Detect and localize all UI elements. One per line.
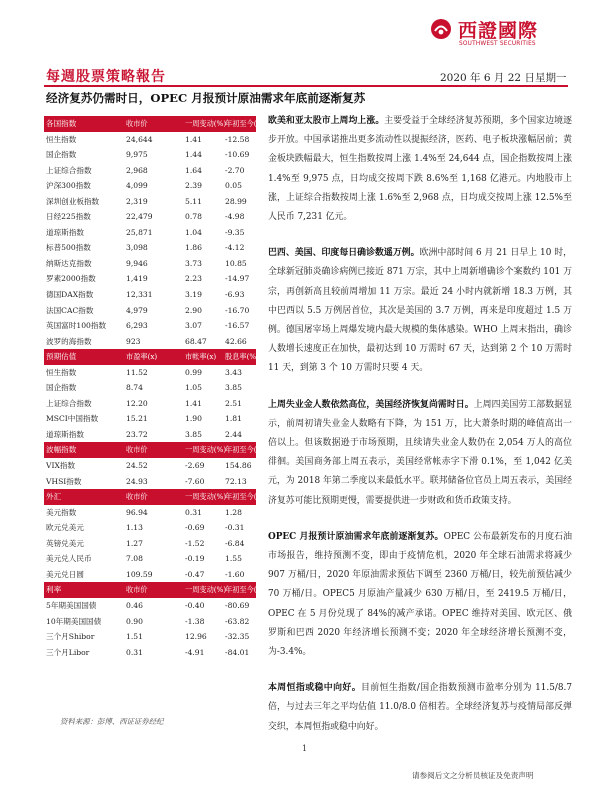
cell-value: 15.21 <box>126 414 148 424</box>
commentary-paragraph <box>268 528 572 662</box>
cell-value: 年初至今(%) <box>225 445 267 455</box>
table-row <box>44 458 256 474</box>
cell-value: -10.69 <box>225 150 250 160</box>
cell-value: 5.11 <box>185 196 202 206</box>
cell-value: 4,099 <box>126 181 148 191</box>
commentary-paragraph <box>268 112 572 227</box>
paragraph-lead: 上周失业金人数依然高位，美国经济恢复尚需时日。 <box>268 399 474 410</box>
cell-value: -7.60 <box>185 476 205 486</box>
cell-value: -9.35 <box>225 227 245 237</box>
cell-value: 24,644 <box>126 134 153 144</box>
table-row <box>44 225 256 241</box>
cell-value: 0.90 <box>126 616 143 626</box>
table-section-header <box>44 582 267 598</box>
cell-value: -4.91 <box>185 647 205 657</box>
cell-value: 0.05 <box>225 181 242 191</box>
cell-value: -1.60 <box>225 569 245 579</box>
row-label: VHSI指数 <box>46 476 82 486</box>
table-section-header <box>44 116 267 132</box>
cell-value: -0.69 <box>185 523 205 533</box>
cell-value: 1.55 <box>225 554 242 564</box>
row-label: 10年期美国国债 <box>46 616 102 626</box>
brand-logo <box>430 16 590 56</box>
cell-value: -14.97 <box>225 274 250 284</box>
cell-value: 1,419 <box>126 274 148 284</box>
cell-value: -4.12 <box>225 243 245 253</box>
cell-value: 2.39 <box>185 181 202 191</box>
cell-value: 一周变动(%) <box>185 445 227 455</box>
cell-value: 0.46 <box>126 600 143 610</box>
paragraph-lead: OPEC 月报预计原油需求年底前逐渐复苏。 <box>268 531 444 542</box>
table-row <box>44 256 256 272</box>
cell-value: -63.82 <box>225 616 250 626</box>
table-row <box>44 132 256 148</box>
cell-value: 23.72 <box>126 429 148 439</box>
row-label: 波罗的海指数 <box>46 336 92 346</box>
row-label: 欧元兑美元 <box>46 523 84 533</box>
table-row <box>44 380 256 396</box>
cell-value: 11.52 <box>126 367 148 377</box>
commentary-paragraph <box>268 396 572 511</box>
cell-value: 一周变动(%) <box>185 492 227 502</box>
cell-value: 4,979 <box>126 305 148 315</box>
cell-value: 96.94 <box>126 507 148 517</box>
row-label: 预期估值 <box>46 352 77 362</box>
brand-subtitle: SOUTHWEST SECURITIES <box>459 41 536 47</box>
cell-value: 0.31 <box>126 647 143 657</box>
cell-value: 154.86 <box>225 461 252 471</box>
cell-value: 1.13 <box>126 523 143 533</box>
cell-value: 7.08 <box>126 554 143 564</box>
cell-value: 0.99 <box>185 367 202 377</box>
row-label: 英镑兑美元 <box>46 538 84 548</box>
row-label: 日经225指数 <box>46 212 91 222</box>
row-label: 英国富时100指数 <box>46 321 107 331</box>
table-row <box>44 505 256 521</box>
commentary-paragraph <box>268 244 572 378</box>
paragraph-text: 主要受益于全球经济复苏预期，多个国家边境逐步开放。中国承诺推出更多流动性以提振经济，医药、电子板块涨幅居前；黄金板块跌幅最大，恒生指数按周上涨 1.4%至 24,644 点，国企指数按周上涨 1.4%至 9,975 点，日均成交按周下跌 8.6%至 1,168 亿港元。内地股市上涨，上证综合指数按周上涨 1.6%至 2,968 点，日均成交按周上涨 12.5%至人民币 7,231 亿元。 <box>268 116 573 223</box>
cell-value: 1.86 <box>185 243 202 253</box>
report-title: 每週股票策略報告 <box>46 69 166 85</box>
paragraph-text: OPEC 公布最新发布的月度石油市场报告，维持预测不变，即由于疫情危机，2020 年全球石油需求将减少 907 万桶/日，2020 年原油需求预估下调至 2360 万桶/日，较先前预估减少 70 万桶/日。OPEC5 月原油产量减少 630 万桶/日，至 2419.5 万桶/日，OPEC 在 5 月份兑现了 84%的减产承诺。OPEC 维持对美国、欧元区、俄罗斯和巴西 2020 年经济增长预测不变；2020 年全球经济增长预测不变，为-3.4%。 <box>268 531 572 658</box>
paragraph-lead: 巴西、美国、印度每日确诊数遥万例。 <box>268 248 420 259</box>
cell-value: -2.70 <box>225 165 245 175</box>
cell-value: 3.19 <box>185 290 202 300</box>
cell-value: -6.84 <box>225 538 245 548</box>
cell-value: 年初至今(%) <box>225 492 267 502</box>
cell-value: -0.31 <box>225 523 245 533</box>
headline: 经济复苏仍需时日，OPEC 月报预计原油需求年底前逐渐复苏 <box>46 91 366 105</box>
row-label: 深圳创业板指数 <box>46 196 100 206</box>
table-row <box>44 536 256 552</box>
row-label: VIX指数 <box>46 461 76 471</box>
row-label: 5年期美国国债 <box>46 600 97 610</box>
cell-value: 1.90 <box>185 414 202 424</box>
cell-value: -1.38 <box>185 616 205 626</box>
table-section-header <box>44 442 267 458</box>
cell-value: -12.58 <box>225 134 250 144</box>
market-data-table <box>44 116 267 660</box>
row-label: 道琼斯指数 <box>46 429 84 439</box>
cell-value: 12,331 <box>126 290 153 300</box>
cell-value: 9,975 <box>126 150 148 160</box>
cell-value: 1.04 <box>185 227 202 237</box>
paragraph-lead: 欧美和亚太股市上周均上涨。 <box>268 116 385 126</box>
cell-value: -0.47 <box>185 569 205 579</box>
row-label: 三个月Libor <box>46 647 90 657</box>
cell-value: 收市价 <box>126 119 148 128</box>
table-row <box>44 551 256 567</box>
paragraph-text: 欧洲中部时间 6 月 21 日早上 10 时，全球新冠肺炎确诊病例已接近 871 万宗，其中上周新增确诊个案数约 101 万宗，再创新高且较前周增加 11 万宗。最近 24 小时内就新增 18.3 万例，其中巴西以 5.5 万例居首位，其次是美国的 3.7 万例，再来是印度超过 1.5 万例。德国屠宰场上周爆发境内最大规模的集体感染。WHO 上周末指出，确诊人数增长速度正在加快，最初达到 10 万需时 67 天，达到第 2 个 10 万需时 11 天，到第 3 个 10 万需时只要 4 天。 <box>268 248 572 374</box>
row-label: 德国DAX指数 <box>46 290 94 300</box>
cell-value: 109.59 <box>126 569 153 579</box>
paragraph-lead: 本周恒指或稳中向好。 <box>268 683 362 694</box>
table-row <box>44 334 256 350</box>
table-source: 资料来源：彭博、西证证券经纪 <box>60 717 164 726</box>
cell-value: 1.05 <box>185 383 202 393</box>
row-label: 法国CAC指数 <box>46 305 94 315</box>
cell-value: 2.51 <box>225 398 242 408</box>
table-section-header <box>44 489 267 505</box>
row-label: MSCI中国指数 <box>46 414 99 424</box>
brand-mark-icon <box>430 18 452 40</box>
row-label: 波幅指数 <box>46 445 77 455</box>
cell-value: 42.66 <box>225 336 247 346</box>
cell-value: 68.47 <box>185 336 207 346</box>
table-row <box>44 629 256 645</box>
cell-value: 1.64 <box>185 165 202 175</box>
brand-name: 西證國際 <box>458 20 539 42</box>
cell-value: 3.07 <box>185 321 202 331</box>
row-label: 国企指数 <box>46 383 77 393</box>
row-label: 上证综合指数 <box>46 398 92 408</box>
cell-value: 3.43 <box>225 367 242 377</box>
cell-value: 12.20 <box>126 398 148 408</box>
cell-value: -32.35 <box>225 632 250 642</box>
cell-value: 市帐率(x) <box>185 352 217 362</box>
row-label: 利率 <box>46 585 62 595</box>
table-row <box>44 209 256 225</box>
cell-value: 25,871 <box>126 227 153 237</box>
table-row <box>44 303 256 319</box>
cell-value: 3.85 <box>185 429 202 439</box>
table-row <box>44 271 256 287</box>
table-row <box>44 365 256 381</box>
table-row <box>44 411 256 427</box>
cell-value: 1.41 <box>185 134 202 144</box>
cell-value: 1.41 <box>185 398 202 408</box>
table-row <box>44 567 256 583</box>
table-row <box>44 287 256 303</box>
cell-value: 年初至今(%) <box>225 119 267 128</box>
table-row <box>44 178 256 194</box>
cell-value: 2.44 <box>225 429 242 439</box>
cell-value: 1.81 <box>225 414 242 424</box>
cell-value: -0.40 <box>185 600 205 610</box>
table-section-header <box>44 349 260 365</box>
table-row <box>44 427 256 443</box>
cell-value: 1.27 <box>126 538 143 548</box>
cell-value: 10.85 <box>225 258 247 268</box>
cell-value: -2.69 <box>185 461 205 471</box>
cell-value: -4.98 <box>225 212 245 222</box>
cell-value: 1.28 <box>225 507 242 517</box>
row-label: 恒生指数 <box>46 367 77 377</box>
row-label: 道琼斯指数 <box>46 227 84 237</box>
row-label: 美元兑人民币 <box>46 554 92 564</box>
cell-value: 2,968 <box>126 165 148 175</box>
cell-value: -16.57 <box>225 321 250 331</box>
table-row <box>44 240 256 256</box>
cell-value: -16.70 <box>225 305 250 315</box>
table-row <box>44 520 256 536</box>
commentary-column <box>268 112 572 754</box>
row-label: 三个月Shibor <box>46 632 95 642</box>
table-row <box>44 645 256 661</box>
row-label: 美元兑日圆 <box>46 569 84 579</box>
cell-value: 72.13 <box>225 476 247 486</box>
cell-value: 股息率(%) <box>225 352 260 362</box>
cell-value: 22,479 <box>126 212 153 222</box>
cell-value: 收市价 <box>126 585 148 595</box>
cell-value: 24.93 <box>126 476 148 486</box>
cell-value: 2.23 <box>185 274 202 284</box>
paragraph-text: 目前恒生指数/国企指数预测市盈率分别为 11.5/8.7 倍，与过去三年之平均估值 11.0/8.0 倍相若。全球经济复苏与疫情局部反弹交织，本周恒指或稳中向好。 <box>268 683 572 732</box>
row-label: 罗素2000指数 <box>46 274 96 284</box>
row-label: 美元指数 <box>46 507 77 517</box>
row-label: 标普500指数 <box>46 243 91 253</box>
cell-value: 2,319 <box>126 196 148 206</box>
cell-value: 1.51 <box>126 632 143 642</box>
header-divider <box>44 85 568 87</box>
cell-value: 市盈率(x) <box>126 352 158 362</box>
table-row <box>44 614 256 630</box>
cell-value: -6.93 <box>225 290 245 300</box>
cell-value: 一周变动(%) <box>185 585 227 595</box>
table-row <box>44 318 256 334</box>
report-date: 2020 年 6 月 22 日星期一 <box>440 72 567 84</box>
table-row <box>44 396 256 412</box>
cell-value: -0.19 <box>185 554 205 564</box>
row-label: 纳斯达克指数 <box>46 258 92 268</box>
cell-value: 3.73 <box>185 258 202 268</box>
cell-value: 2.90 <box>185 305 202 315</box>
row-label: 上证综合指数 <box>46 165 92 175</box>
row-label: 国企指数 <box>46 150 77 160</box>
table-row <box>44 598 256 614</box>
table-row <box>44 474 256 490</box>
cell-value: 0.78 <box>185 212 202 222</box>
cell-value: 6,293 <box>126 321 148 331</box>
cell-value: 1.44 <box>185 150 202 160</box>
row-label: 恒生指数 <box>46 134 77 144</box>
page-number: 1 <box>302 744 308 753</box>
table-row <box>44 147 256 163</box>
commentary-paragraph <box>268 679 572 737</box>
row-label: 外汇 <box>46 492 62 502</box>
cell-value: 0.31 <box>185 507 202 517</box>
cell-value: 24.52 <box>126 461 148 471</box>
row-label: 沪深300指数 <box>46 181 91 191</box>
cell-value: 3,098 <box>126 243 148 253</box>
cell-value: -1.52 <box>185 538 205 548</box>
cell-value: 一周变动(%) <box>185 119 227 128</box>
table-row <box>44 163 256 179</box>
cell-value: 923 <box>126 336 141 346</box>
paragraph-text: 上周四美国劳工部数据显示，前周初请失业金人数略有下降，为 151 万，比大萧条时期的峰值高出一倍以上。但该数据逊于市场预期，且续请失业金人数仍在 2,054 万人的高位徘徊。美国商务部上周五表示，美国经常帐赤字下滑 0.1%，至 1,042 亿美元，为 2018 年第二季度以来最低水平。联邦储备位官员上周五表示，美国经济复苏可能比预期更慢，需要提供进一步财政和货币政策支持。 <box>268 399 573 506</box>
cell-value: 收市价 <box>126 492 148 502</box>
cell-value: 12.96 <box>185 632 207 642</box>
cell-value: 收市价 <box>126 445 148 455</box>
cell-value: -80.69 <box>225 600 250 610</box>
cell-value: -84.01 <box>225 647 250 657</box>
cell-value: 8.74 <box>126 383 143 393</box>
cell-value: 9,946 <box>126 258 148 268</box>
cell-value: 年初至今(%) <box>225 585 267 595</box>
disclaimer-note: 请参阅后文之分析员核证及免责声明 <box>412 771 534 780</box>
row-label: 各国指数 <box>46 119 77 128</box>
cell-value: 28.99 <box>225 196 247 206</box>
table-row <box>44 194 256 210</box>
cell-value: 3.85 <box>225 383 242 393</box>
